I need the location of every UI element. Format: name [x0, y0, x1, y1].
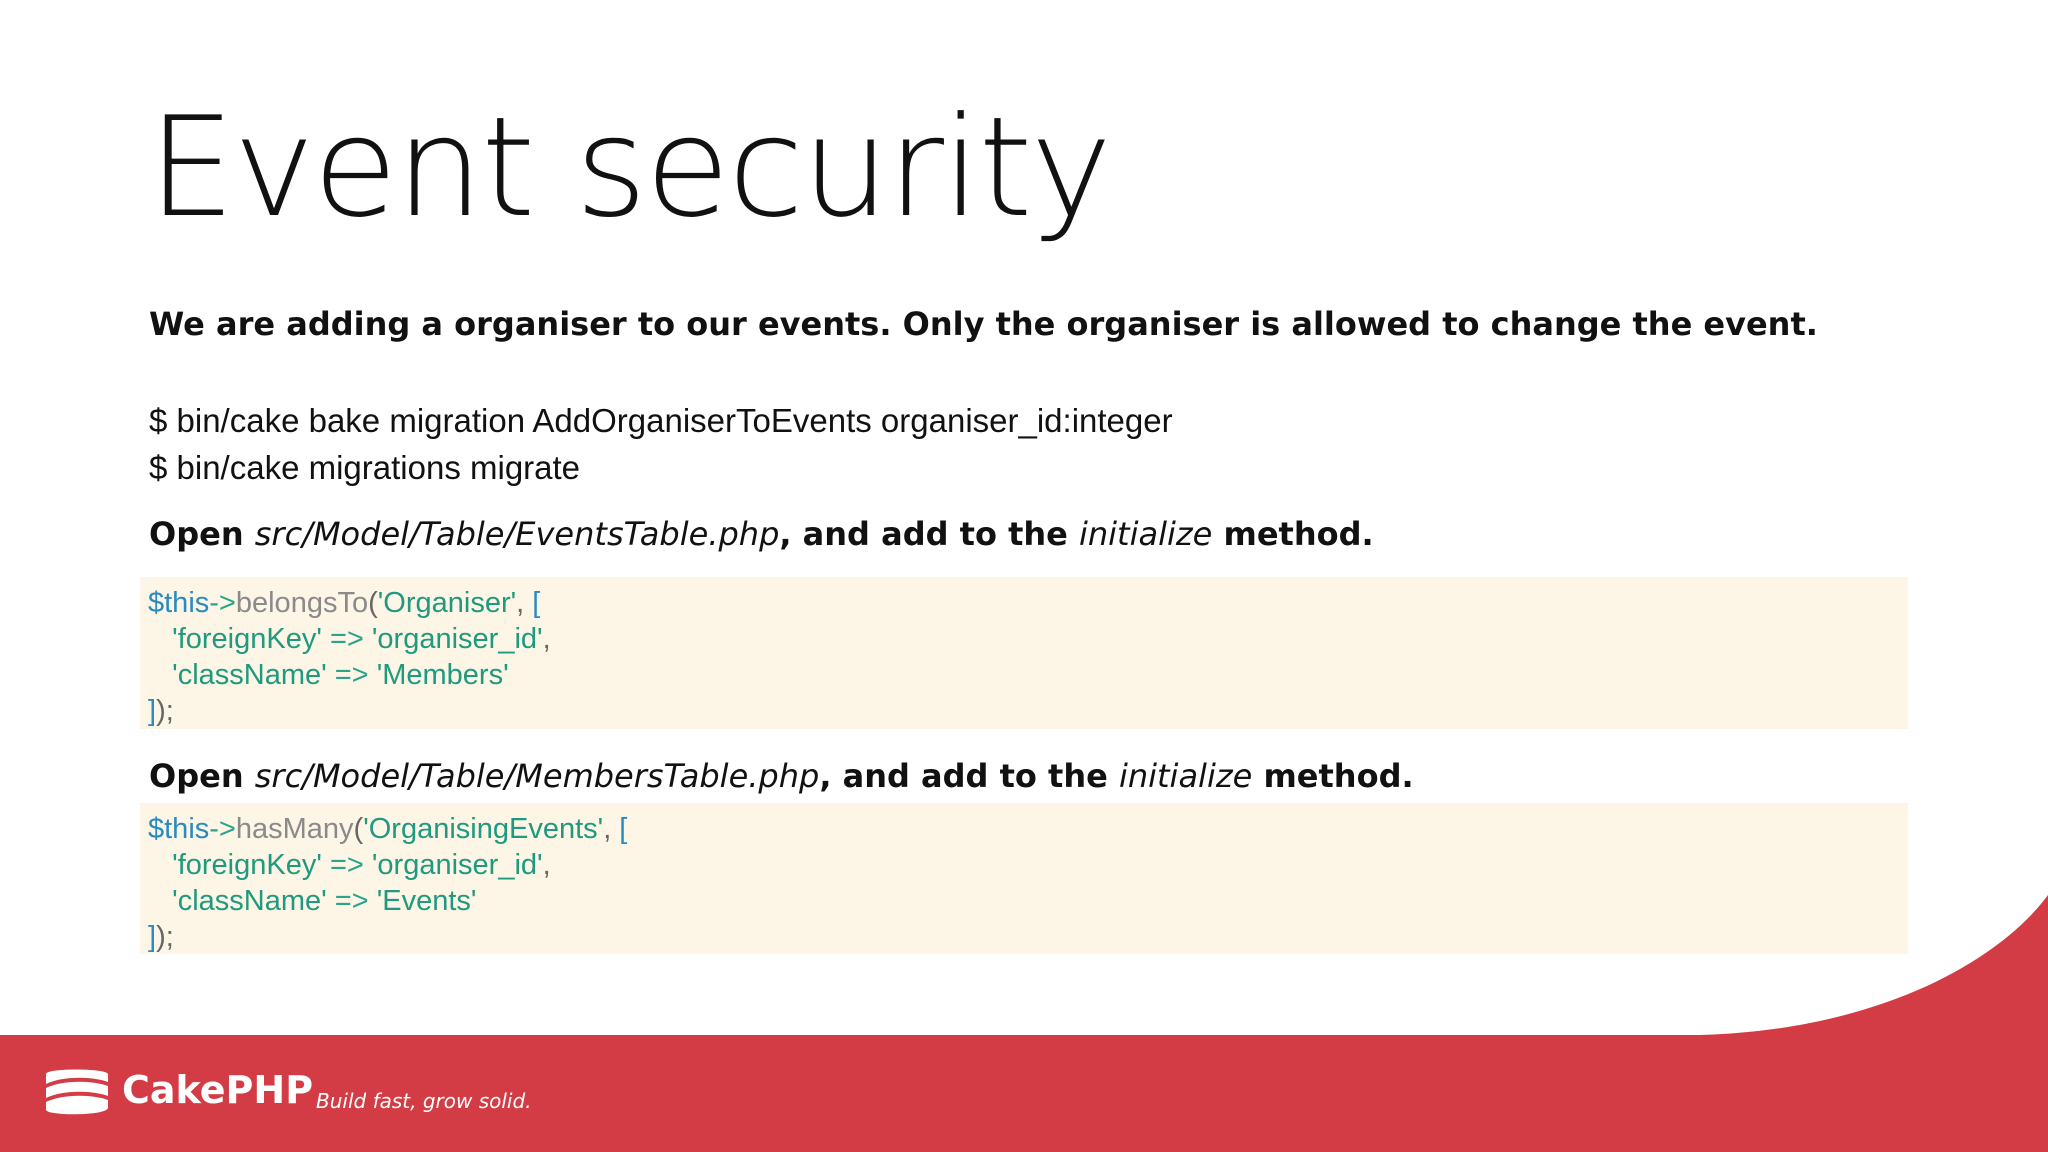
code-line	[148, 621, 1900, 657]
code-token: ->	[209, 813, 236, 845]
instruction-middle: , and add to the	[779, 515, 1079, 553]
code-line	[148, 693, 1900, 729]
code-token: (	[353, 813, 364, 845]
footer-tagline: Build fast, grow solid.	[316, 1089, 532, 1113]
code-token: ]	[148, 695, 157, 727]
code-line	[148, 811, 1900, 847]
code-token: =>	[326, 659, 377, 691]
code-token: belongsTo	[235, 587, 369, 619]
code-token: 'className'	[172, 659, 327, 691]
code-token: =>	[326, 885, 377, 917]
code-block-belongs-to	[140, 577, 1908, 729]
code-token: 'organiser_id'	[371, 849, 543, 881]
cakephp-logo-icon	[42, 1066, 112, 1118]
code-token: [	[611, 813, 628, 845]
code-token: );	[156, 921, 174, 953]
code-token: 'foreignKey'	[172, 623, 322, 655]
code-token: 'Events'	[376, 885, 477, 917]
instruction-suffix: method.	[1212, 515, 1374, 553]
code-token: 'Organiser'	[377, 587, 517, 619]
code-token: hasMany	[235, 813, 354, 845]
code-token: $this	[148, 813, 210, 845]
code-token: 'OrganisingEvents'	[363, 813, 604, 845]
command-migrate: $ bin/cake migrations migrate	[149, 449, 581, 486]
code-line	[148, 847, 1900, 883]
code-block-has-many	[140, 803, 1908, 954]
code-line	[148, 585, 1900, 621]
command-bake-migration: $ bin/cake bake migration AddOrganiserToEvents organiser_id:integer	[149, 402, 1173, 439]
code-token: ,	[603, 813, 612, 845]
code-token: =>	[321, 849, 372, 881]
page-title: Event security	[148, 87, 1111, 248]
method-name: initialize	[1078, 515, 1213, 553]
instruction-suffix: method.	[1252, 757, 1414, 795]
code-token: ,	[542, 849, 551, 881]
code-token: 'className'	[172, 885, 327, 917]
code-token: ,	[516, 587, 525, 619]
code-line	[148, 883, 1900, 919]
code-token: [	[524, 587, 541, 619]
code-token: ]	[148, 921, 157, 953]
method-name: initialize	[1118, 757, 1253, 795]
instruction-prefix: Open	[149, 515, 255, 553]
code-line	[148, 919, 1900, 955]
code-token: 'organiser_id'	[371, 623, 543, 655]
instruction-middle: , and add to the	[819, 757, 1119, 795]
file-path: src/Model/Table/MembersTable.php	[254, 757, 820, 795]
code-token: 'Members'	[376, 659, 509, 691]
instruction-prefix: Open	[149, 757, 255, 795]
file-path: src/Model/Table/EventsTable.php	[254, 515, 780, 553]
code-token: ->	[209, 587, 236, 619]
code-token: 'foreignKey'	[172, 849, 322, 881]
code-token: =>	[321, 623, 372, 655]
code-token: (	[368, 587, 378, 619]
code-token: ,	[542, 623, 551, 655]
code-line	[148, 657, 1900, 693]
code-token: $this	[148, 587, 210, 619]
intro-text: We are adding a organiser to our events. Only the organiser is allowed to change the event.	[149, 305, 1818, 343]
instruction-members-table	[149, 757, 1414, 795]
footer-brand: CakePHP	[122, 1068, 314, 1112]
code-token: );	[156, 695, 174, 727]
instruction-events-table	[149, 515, 1374, 553]
